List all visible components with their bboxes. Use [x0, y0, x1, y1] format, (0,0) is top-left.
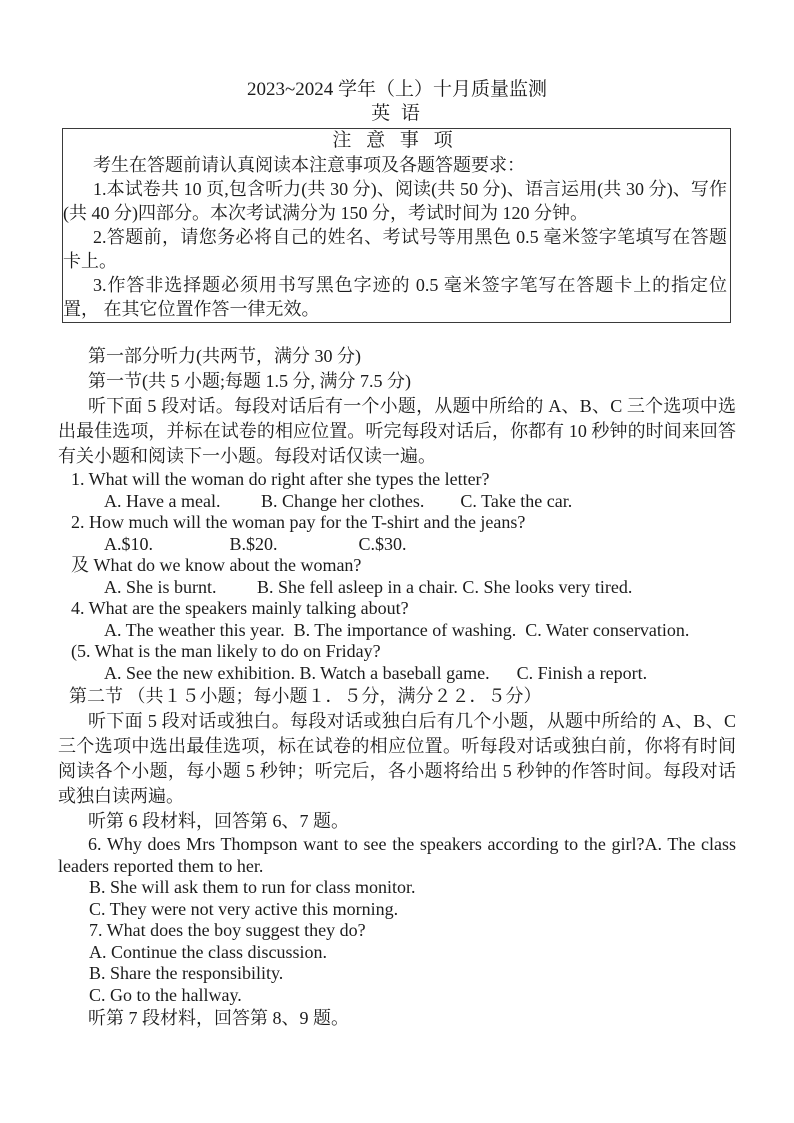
options-2: A.$10. B.$20. C.$30. — [104, 533, 407, 554]
question-3: 及 What do we know about the woman? — [71, 555, 362, 575]
question-6-option-c: C. They were not very active this morning. — [89, 898, 399, 919]
notice-item-2: 2.答题前，请您务必将自己的姓名、考试号等用黑色 0.5 毫米签字笔填写在答题卡上。 — [63, 227, 727, 271]
options-3: A. She is burnt. B. She fell asleep in a chair. C. She looks very tired. — [104, 576, 633, 597]
notice-box — [62, 128, 731, 323]
notice-heading: 注 意 事 项 — [332, 130, 458, 151]
question-7-option-c: C. Go to the hallway. — [89, 984, 242, 1005]
question-7: 7. What does the boy suggest they do? — [89, 920, 366, 940]
question-4: 4. What are the speakers mainly talking about? — [71, 598, 409, 618]
part1-heading: 第一部分听力(共两节，满分 30 分) — [88, 346, 361, 366]
options-4: A. The weather this year. B. The importance of washing. C. Water conservation. — [104, 619, 690, 640]
exam-body — [58, 344, 736, 1031]
question-6-option-b: B. She will ask them to run for class monitor. — [89, 877, 416, 897]
question-5: (5. What is the man likely to do on Friday? — [71, 641, 381, 661]
section1-instructions: 听下面 5 段对话。每段对话后有一个小题，从题中所给的 A、B、C 三个选项中选出最佳选项，并标在试卷的相应位置。听完每段对话后，你都有 10 秒钟的时间来回答有关小题和阅读下一小题。每段对话仅读一遍。 — [58, 396, 736, 466]
question-7-option-b: B. Share the responsibility. — [89, 963, 284, 983]
notice-intro: 考生在答题前请认真阅读本注意事项及各题答题要求： — [93, 155, 525, 175]
section2-heading: 第二节 （共１５小题；每小题１．５分，满分２２．５分） — [69, 686, 542, 706]
options-5: A. See the new exhibition. B. Watch a baseball game. C. Finish a report. — [104, 662, 648, 683]
options-1: A. Have a meal. B. Change her clothes. C. Take the car. — [104, 490, 573, 511]
question-6: 6. Why does Mrs Thompson want to see the speakers according to the girl?A. The class leaders reported them to her. — [58, 834, 736, 876]
section2-instructions: 听下面 5 段对话或独白。每段对话或独白后有几个小题，从题中所给的 A、B、C 三个选项中选出最佳选项，标在试卷的相应位置。听每段对话或独白前，你将有时间阅读各个小题，每小题 5 秒钟；听完后，各小题将给出 5 秒钟的作答时间。每段对话或独白读两遍。 — [58, 711, 736, 806]
subject-title: 英 语 — [371, 103, 423, 124]
question-2: 2. How much will the woman pay for the T-shirt and the jeans? — [71, 512, 526, 532]
material-6-prompt: 听第 6 段材料，回答第 6、7 题。 — [88, 811, 349, 831]
page-title: 2023~2024 学年（上）十月质量监测 — [246, 79, 548, 100]
notice-item-1: 1.本试卷共 10 页,包含听力(共 30 分)、阅读(共 50 分)、语言运用(共 30 分)、写作(共 40 分)四部分。本次考试满分为 150 分，考试时间为 120 分钟。 — [63, 179, 727, 223]
question-1: 1. What will the woman do right after she types the letter? — [71, 469, 490, 489]
section1-heading: 第一节(共 5 小题;每题 1.5 分, 满分 7.5 分) — [88, 371, 411, 391]
material-7-prompt: 听第 7 段材料，回答第 8、9 题。 — [88, 1008, 349, 1028]
notice-item-3: 3.作答非选择题必须用书写黑色字迹的 0.5 毫米签字笔写在答题卡上的指定位置， 在其它位置作答一律无效。 — [63, 275, 727, 319]
question-7-option-a: A. Continue the class discussion. — [89, 941, 327, 962]
